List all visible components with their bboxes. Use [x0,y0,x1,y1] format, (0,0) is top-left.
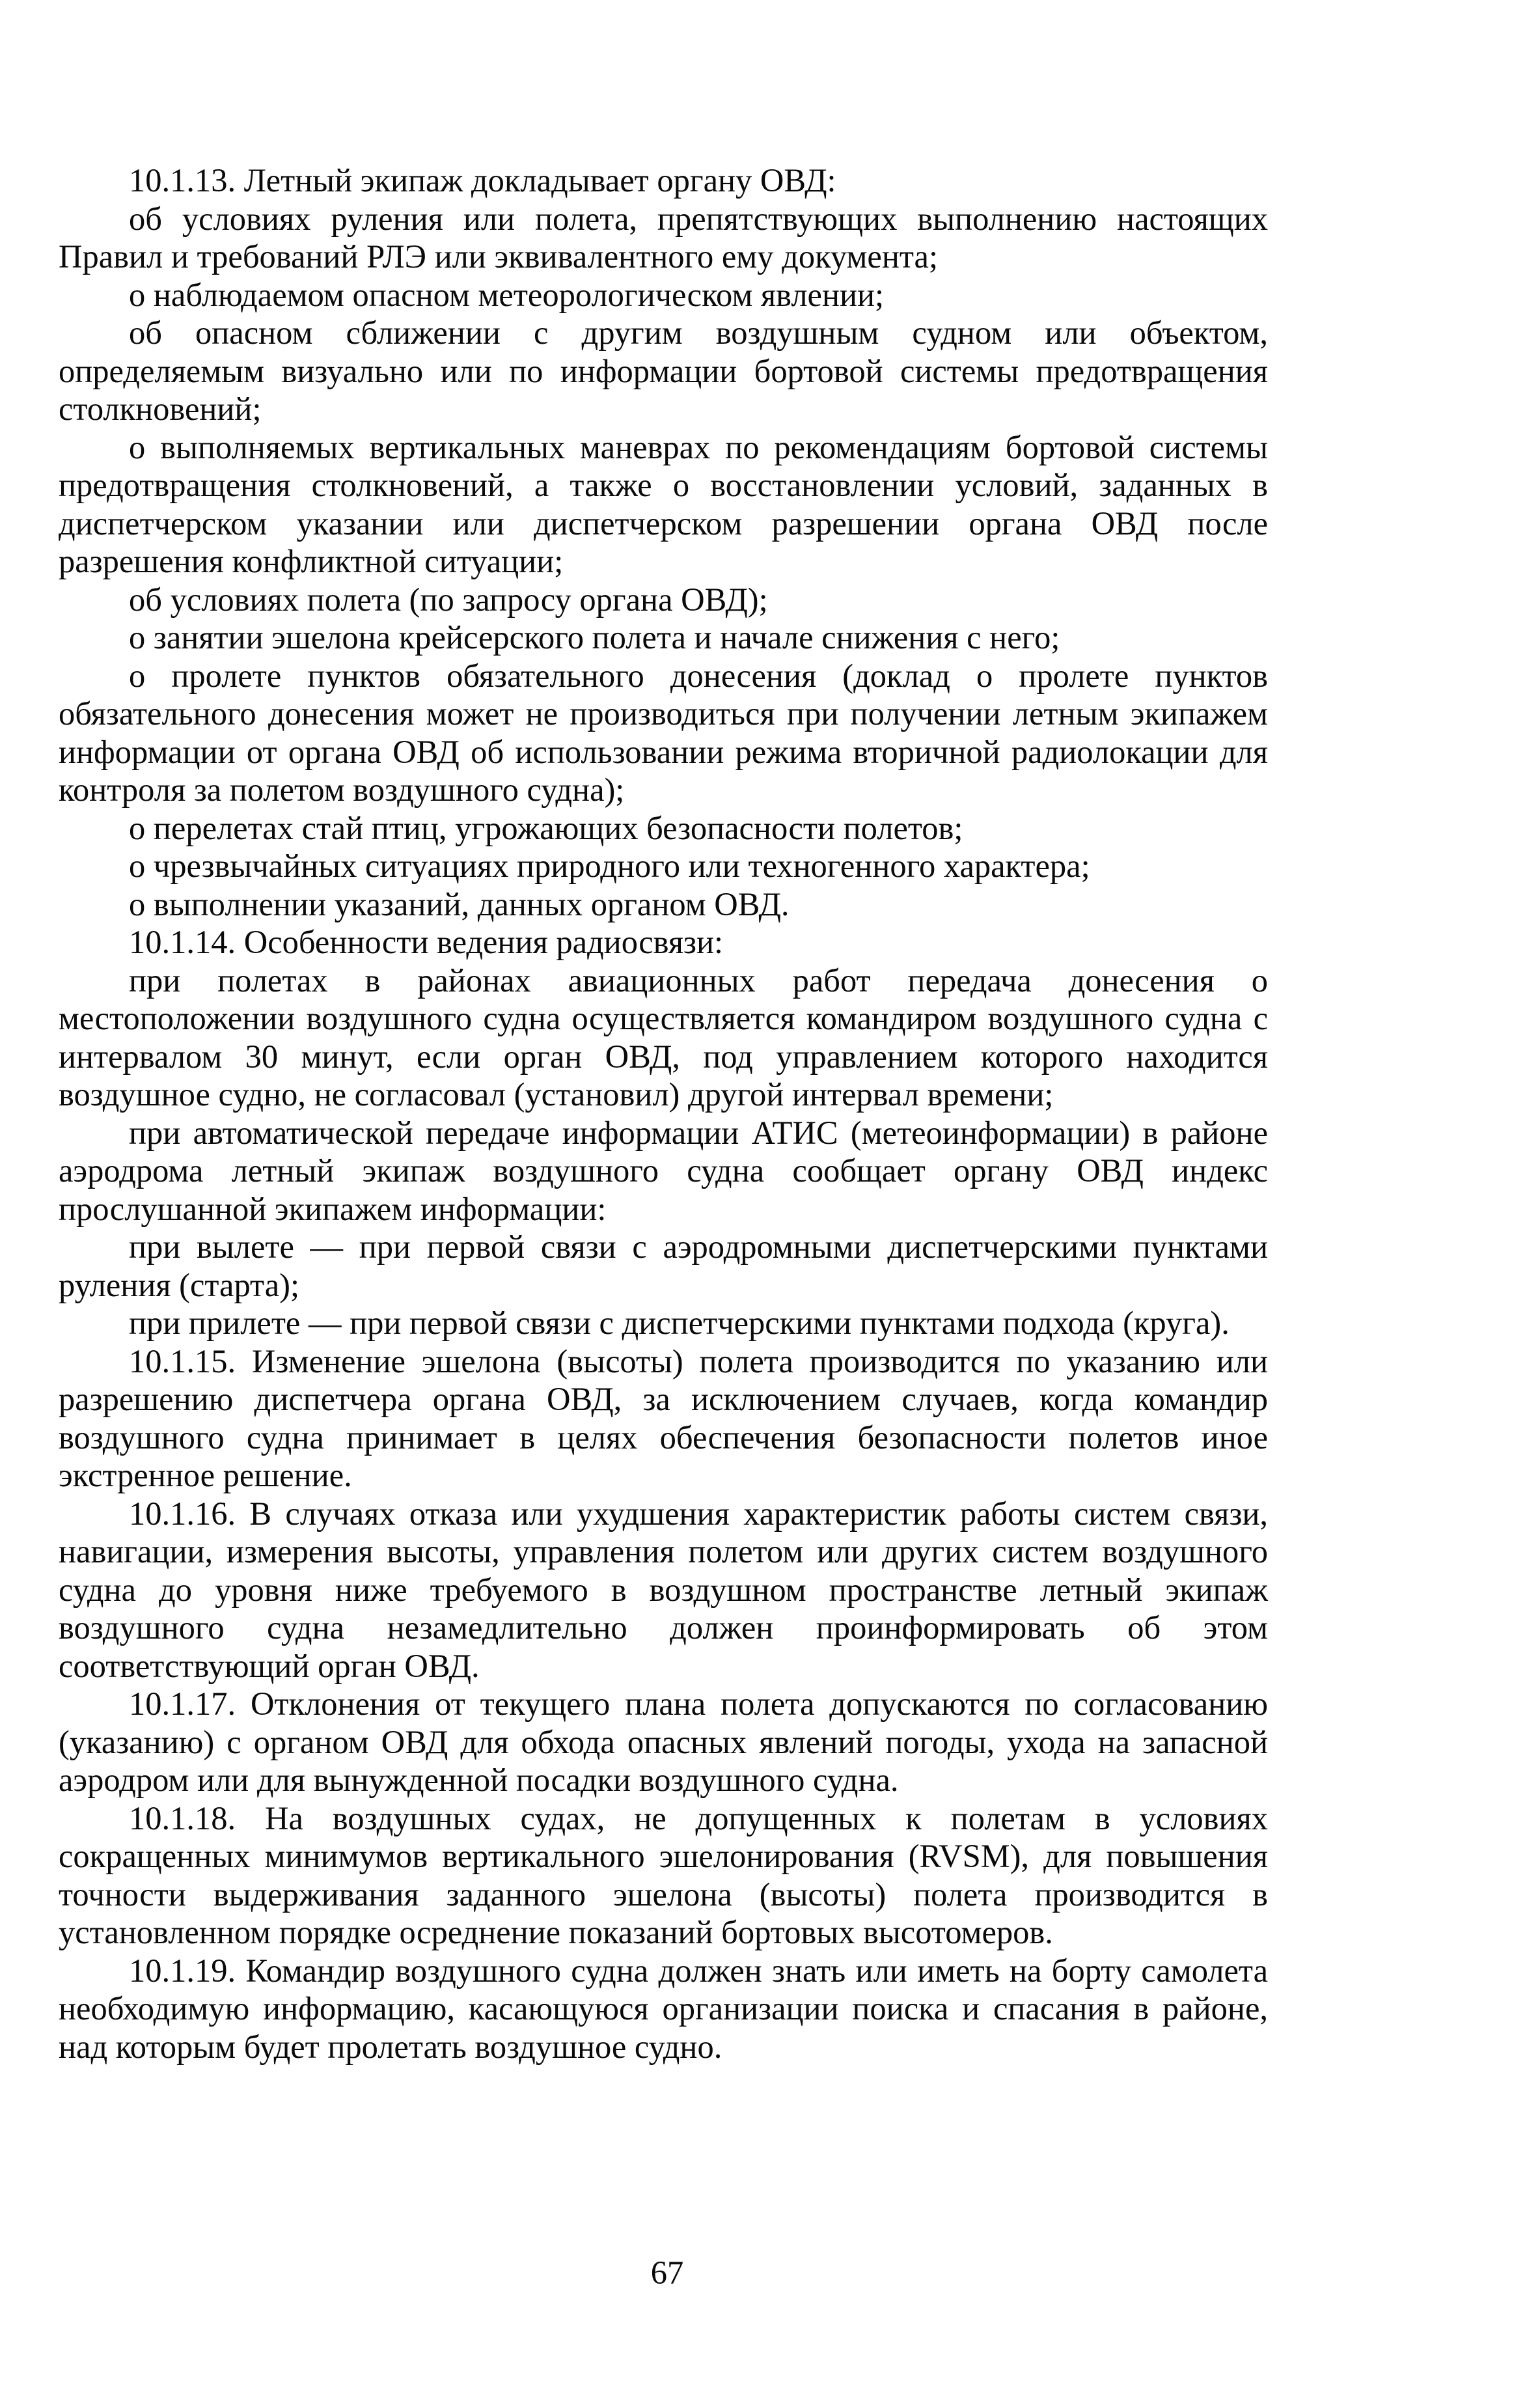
paragraph-10-1-14: 10.1.14. Особенности ведения радиосвязи: [129,924,724,960]
list-item-emergencies: о чрезвычайных ситуациях природного или техногенного характера; [129,848,1090,884]
list-item-cruise-level: о занятии эшелона крейсерского полета и начале снижения с него; [129,619,1060,656]
paragraph-10-1-18: 10.1.18. На воздушных судах, не допущенных к полетам в условиях сокращенных минимумов вертикального эшелонирования (RVSM), для повышения точности выдерживания заданного эшелона (высоты) полета производится в установленном порядке осреднение показаний бортовых высотомеров. [59,1799,1268,1950]
list-item-flight-conditions: об условиях полета (по запросу органа ОВД); [129,581,768,618]
paragraph-10-1-13: 10.1.13. Летный экипаж докладывает органу ОВД: [129,162,836,199]
list-item-atis: при автоматической передаче информации АТИС (метеоинформации) в районе аэродрома летный экипаж воздушного судна сообщает органу ОВД индекс прослушанной экипажем информации: [59,1114,1268,1227]
list-item-departure: при вылете — при первой связи с аэродромными диспетчерскими пунктами руления (старта); [59,1228,1268,1303]
list-item-reporting-points: о пролете пунктов обязательного донесения (доклад о пролете пунктов обязательного донесения может не производиться при получении летным экипажем информации от органа ОВД об использовании режима вторичной радиолокации для контроля за полетом воздушного судна); [59,657,1268,808]
list-item-vertical-maneuvers: о выполняемых вертикальных маневрах по рекомендациям бортовой системы предотвращения столкновений, а также о восстановлении условий, заданных в диспетчерском указании или диспетчерском разрешении органа ОВД после разрешения конфликтной ситуации; [59,428,1268,579]
list-item-weather-phenomenon: о наблюдаемом опасном метеорологическом явлении; [129,276,885,313]
list-item-arrival: при прилете — при первой связи с диспетчерскими пунктами подхода (круга). [129,1305,1230,1341]
paragraph-10-1-16: 10.1.16. В случаях отказа или ухудшения характеристик работы систем связи, навигации, измерения высоты, управления полетом или других систем воздушного судна до уровня ниже требуемого в воздушном пространстве летный экипаж воздушного судна незамедлительно должен проинформировать об этом соответствующий орган ОВД. [59,1495,1268,1684]
list-item-dangerous-approach: об опасном сближении с другим воздушным судном или объектом, определяемым визуально или по информации бортовой системы предотвращения столкновений; [59,314,1268,427]
page-number: 67 [650,2254,684,2291]
list-item-instructions: о выполнении указаний, данных органом ОВД. [129,885,790,922]
list-item-bird-flocks: о перелетах стай птиц, угрожающих безопасности полетов; [129,809,963,846]
body-text [59,161,1268,2066]
paragraph-10-1-17: 10.1.17. Отклонения от текущего плана полета допускаются по согласованию (указанию) с органом ОВД для обхода опасных явлений погоды, ухода на запасной аэродром или для вынужденной посадки воздушного судна. [59,1685,1268,1798]
paragraph-10-1-19: 10.1.19. Командир воздушного судна должен знать или иметь на борту самолета необходимую информацию, касающуюся организации поиска и спасания в районе, над которым будет пролетать воздушное судно. [59,1952,1268,2065]
list-item-aviation-works: при полетах в районах авиационных работ передача донесения о местоположении воздушного судна осуществляется командиром воздушного судна с интервалом 30 минут, если орган ОВД, под управлением которого находится воздушное судно, не согласовал (установил) другой интервал времени; [59,962,1268,1113]
list-item-taxi-conditions: об условиях руления или полета, препятствующих выполнению настоящих Правил и требований РЛЭ или эквивалентного ему документа; [59,200,1268,275]
paragraph-10-1-15: 10.1.15. Изменение эшелона (высоты) полета производится по указанию или разрешению диспетчера органа ОВД, за исключением случаев, когда командир воздушного судна принимает в целях обеспечения безопасности полетов иное экстренное решение. [59,1342,1268,1493]
